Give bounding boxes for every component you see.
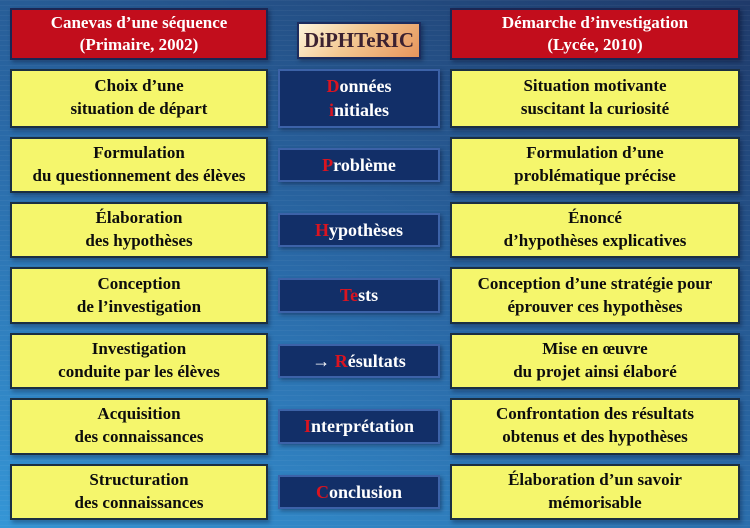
lycee-step-1-line1: Situation motivante bbox=[523, 76, 667, 96]
step-line: → Résultats bbox=[312, 350, 406, 371]
primaire-step-6-line2: des connaissances bbox=[74, 427, 204, 447]
acronym-letter: Te bbox=[339, 285, 359, 306]
lycee-step-2 bbox=[450, 137, 740, 193]
lycee-step-7-line2: mémorisable bbox=[548, 492, 642, 512]
primaire-step-3 bbox=[10, 202, 268, 258]
diphteric-cell-3 bbox=[278, 202, 440, 258]
step-line: initiales bbox=[328, 100, 390, 121]
lycee-step-4-line2: éprouver ces hypothèses bbox=[507, 296, 683, 316]
diphteric-cell-6 bbox=[278, 398, 440, 454]
arrow-icon: → bbox=[312, 350, 335, 371]
primaire-step-3-line1: Élaboration bbox=[95, 208, 183, 228]
primaire-step-7 bbox=[10, 464, 268, 520]
step-line: Hypothèses bbox=[314, 220, 404, 241]
lycee-step-6 bbox=[450, 398, 740, 454]
lycee-step-5 bbox=[450, 333, 740, 389]
primaire-step-1 bbox=[10, 69, 268, 128]
primaire-step-3-line2: des hypothèses bbox=[85, 231, 193, 251]
primaire-step-2 bbox=[10, 137, 268, 193]
primaire-column-header bbox=[10, 8, 268, 60]
badge-cell bbox=[278, 8, 440, 60]
lycee-step-2-line1: Formulation d’une bbox=[526, 142, 664, 162]
lycee-step-1-line2: suscitant la curiosité bbox=[520, 99, 670, 119]
diphteric-step-probleme bbox=[278, 148, 440, 182]
lycee-step-6-line1: Confrontation des résultats bbox=[495, 404, 695, 424]
acronym-letter: I bbox=[304, 416, 312, 437]
acronym-letter: H bbox=[314, 220, 329, 241]
primaire-step-5 bbox=[10, 333, 268, 389]
lycee-step-1 bbox=[450, 69, 740, 128]
acronym-letter: i bbox=[328, 100, 334, 121]
primaire-header-line2: (Primaire, 2002) bbox=[79, 35, 199, 54]
primaire-step-2-line1: Formulation bbox=[93, 142, 185, 162]
primaire-step-1-line1: Choix d’une bbox=[94, 76, 184, 96]
diphteric-step-conclusion bbox=[278, 475, 440, 509]
step-line: Problème bbox=[322, 154, 396, 175]
primaire-step-5-line2: conduite par les élèves bbox=[58, 361, 220, 381]
primaire-step-2-line2: du questionnement des élèves bbox=[32, 165, 246, 185]
diphteric-cell-4 bbox=[278, 267, 440, 323]
lycee-step-3-line2: d’hypothèses explicatives bbox=[503, 231, 687, 251]
diphteric-step-tests bbox=[278, 278, 440, 312]
lycee-step-5-line1: Mise en œuvre bbox=[542, 339, 648, 359]
step-line: Interprétation bbox=[304, 416, 414, 437]
acronym-letter: P bbox=[322, 154, 334, 175]
primaire-step-6-line1: Acquisition bbox=[97, 404, 181, 424]
diphteric-step-donnees bbox=[278, 69, 440, 128]
lycee-step-3-line1: Énoncé bbox=[568, 208, 622, 228]
lycee-step-3 bbox=[450, 202, 740, 258]
primaire-step-7-line1: Structuration bbox=[89, 469, 189, 489]
diphteric-cell-5 bbox=[278, 333, 440, 389]
lycee-header-line2: (Lycée, 2010) bbox=[547, 35, 643, 54]
acronym-letter: C bbox=[315, 481, 329, 502]
primaire-step-5-line1: Investigation bbox=[91, 339, 187, 359]
lycee-step-4-line1: Conception d’une stratégie pour bbox=[477, 273, 713, 293]
primaire-step-4-line1: Conception bbox=[97, 273, 181, 293]
primaire-step-1-line2: situation de départ bbox=[70, 99, 208, 119]
diphteric-cell-7 bbox=[278, 464, 440, 520]
diphteric-step-hypotheses bbox=[278, 213, 440, 247]
lycee-column-header bbox=[450, 8, 740, 60]
primaire-step-4 bbox=[10, 267, 268, 323]
diphteric-badge: DiPHTeRIC bbox=[297, 22, 421, 59]
lycee-step-2-line2: problématique précise bbox=[514, 165, 676, 185]
lycee-step-4 bbox=[450, 267, 740, 323]
lycee-step-5-line2: du projet ainsi élaboré bbox=[513, 361, 677, 381]
lycee-header-line1: Démarche d’investigation bbox=[501, 12, 689, 32]
step-line: Données bbox=[326, 76, 392, 96]
primaire-step-7-line2: des connaissances bbox=[74, 492, 204, 512]
lycee-step-7-line1: Élaboration d’un savoir bbox=[508, 469, 682, 489]
step-line: Tests bbox=[339, 285, 379, 306]
diphteric-step-interpretation bbox=[278, 409, 440, 443]
diphteric-step-resultats bbox=[278, 344, 440, 378]
primaire-step-4-line2: de l’investigation bbox=[76, 296, 202, 316]
diphteric-cell-1 bbox=[278, 69, 440, 128]
primaire-step-6 bbox=[10, 398, 268, 454]
step-line: Conclusion bbox=[315, 481, 403, 502]
primaire-header-line1: Canevas d’une séquence bbox=[50, 12, 228, 32]
lycee-step-6-line2: obtenus et des hypothèses bbox=[502, 427, 688, 447]
diphteric-cell-2 bbox=[278, 137, 440, 193]
acronym-letter: D bbox=[326, 76, 340, 96]
lycee-step-7 bbox=[450, 464, 740, 520]
acronym-letter: R bbox=[334, 350, 348, 371]
